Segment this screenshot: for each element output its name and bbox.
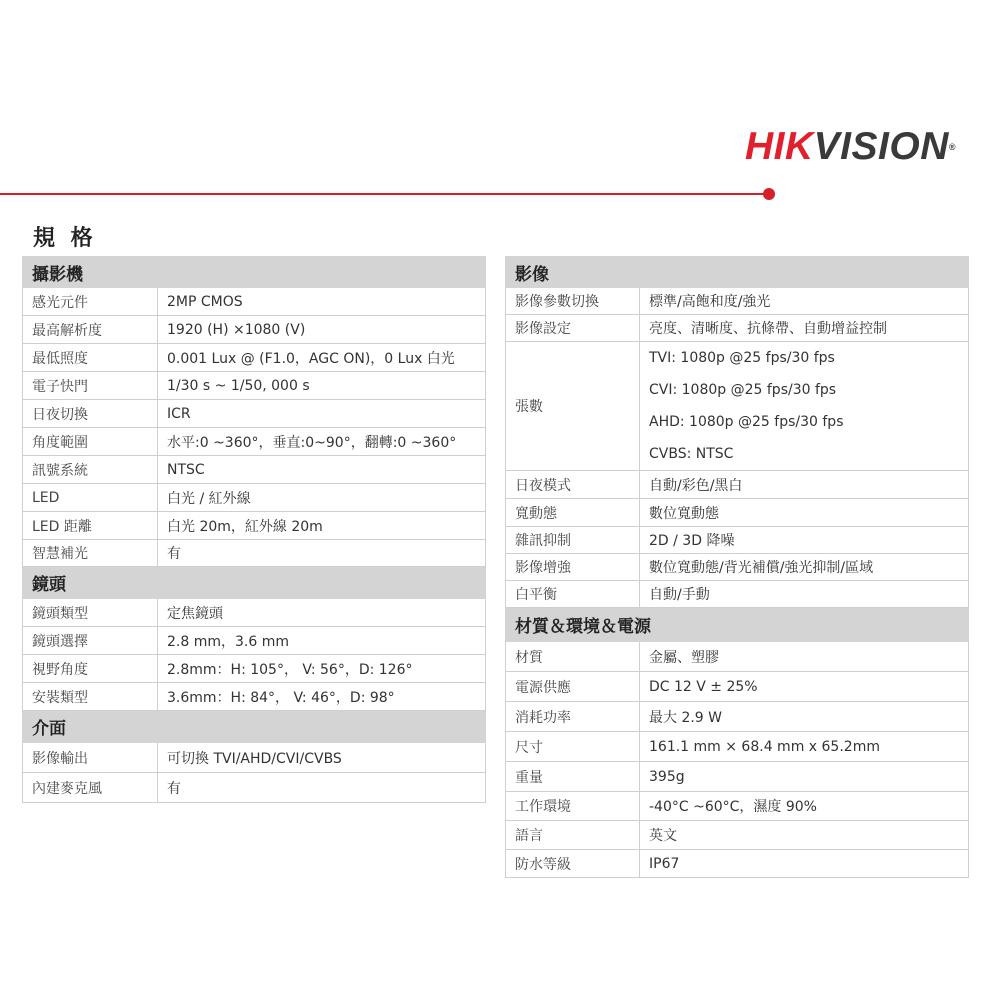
spec-row <box>23 372 486 400</box>
spec-row <box>506 288 969 315</box>
spec-value: ICR <box>158 400 486 428</box>
spec-row <box>506 821 969 850</box>
spec-label: 最高解析度 <box>23 316 158 344</box>
spec-value-list <box>640 342 969 471</box>
spec-label: 雜訊抑制 <box>506 527 640 554</box>
spec-row <box>23 683 486 711</box>
hikvision-logo <box>745 125 956 169</box>
spec-label: 日夜切換 <box>23 400 158 428</box>
spec-table-left <box>22 256 486 803</box>
spec-label: 視野角度 <box>23 655 158 683</box>
spec-row <box>506 672 969 702</box>
spec-row <box>506 642 969 672</box>
spec-label: LED <box>23 484 158 512</box>
section-title: 攝影機 <box>23 257 486 288</box>
spec-value: 數位寬動態 <box>640 499 969 527</box>
spec-row <box>23 344 486 372</box>
page-title: 規 格 <box>33 226 97 251</box>
spec-row <box>506 762 969 792</box>
spec-row <box>23 540 486 567</box>
spec-value: 1/30 s ~ 1/50, 000 s <box>158 372 486 400</box>
spec-row <box>506 527 969 554</box>
registered-mark: ® <box>948 142 957 152</box>
section-title: 影像 <box>506 257 969 288</box>
param-value: CVBS: NTSC <box>649 446 734 462</box>
section-title: 材質＆環境＆電源 <box>506 608 969 642</box>
spec-label: 影像增強 <box>506 554 640 581</box>
spec-value: 1920 (H) ×1080 (V) <box>158 316 486 344</box>
spec-row <box>23 512 486 540</box>
spec-value: IP67 <box>640 850 969 878</box>
spec-label: 最低照度 <box>23 344 158 372</box>
spec-label: 消耗功率 <box>506 702 640 732</box>
spec-row <box>506 702 969 732</box>
spec-label: 重量 <box>506 762 640 792</box>
spec-row <box>506 471 969 499</box>
spec-value: 自動/彩色/黑白 <box>640 471 969 499</box>
spec-value: 白光 / 紅外線 <box>158 484 486 512</box>
section-header-interface <box>23 711 486 743</box>
spec-value: 有 <box>158 773 486 803</box>
spec-label: 材質 <box>506 642 640 672</box>
spec-value: 英文 <box>640 821 969 850</box>
spec-value: 標準/高飽和度/強光 <box>640 288 969 315</box>
param-value: AHD: 1080p @25 fps/30 fps <box>649 414 844 430</box>
spec-value: 數位寬動態/背光補償/強光抑制/區域 <box>640 554 969 581</box>
logo-text-part2: VISION <box>813 125 949 168</box>
spec-label: 語言 <box>506 821 640 850</box>
spec-row <box>23 456 486 484</box>
spec-label: 訊號系統 <box>23 456 158 484</box>
spec-row <box>23 288 486 316</box>
logo-text-part1: HIK <box>745 125 814 168</box>
spec-label: LED 距離 <box>23 512 158 540</box>
spec-value: 2MP CMOS <box>158 288 486 316</box>
spec-value: 水平:0 ~360°，垂直:0~90°，翻轉:0 ~360° <box>158 428 486 456</box>
section-title: 鏡頭 <box>23 567 486 599</box>
spec-label: 感光元件 <box>23 288 158 316</box>
spec-value: 2.8 mm，3.6 mm <box>158 627 486 655</box>
spec-label: 鏡頭類型 <box>23 599 158 627</box>
spec-row <box>23 484 486 512</box>
spec-row <box>506 499 969 527</box>
spec-value: 2D / 3D 降噪 <box>640 527 969 554</box>
spec-label: 寬動態 <box>506 499 640 527</box>
section-header-lens <box>23 567 486 599</box>
spec-row <box>23 743 486 773</box>
spec-value: 金屬、塑膠 <box>640 642 969 672</box>
spec-label: 尺寸 <box>506 732 640 762</box>
spec-row <box>506 792 969 821</box>
spec-label: 內建麥克風 <box>23 773 158 803</box>
spec-value: 2.8mm：H: 105°， V: 56°，D: 126° <box>158 655 486 683</box>
spec-value: 395g <box>640 762 969 792</box>
spec-value: 0.001 Lux @ (F1.0，AGC ON)，0 Lux 白光 <box>158 344 486 372</box>
spec-value: 可切換 TVI/AHD/CVI/CVBS <box>158 743 486 773</box>
header-divider-line <box>0 193 765 195</box>
spec-value: 自動/手動 <box>640 581 969 608</box>
param-value: TVI: 1080p @25 fps/30 fps <box>649 350 835 366</box>
spec-label: 影像設定 <box>506 315 640 342</box>
spec-value: 定焦鏡頭 <box>158 599 486 627</box>
spec-value: 最大 2.9 W <box>640 702 969 732</box>
section-header-image <box>506 257 969 288</box>
spec-row <box>506 850 969 878</box>
spec-label: 影像參數切換 <box>506 288 640 315</box>
spec-row <box>506 315 969 342</box>
spec-label: 角度範圍 <box>23 428 158 456</box>
spec-value: 有 <box>158 540 486 567</box>
spec-label: 工作環境 <box>506 792 640 821</box>
spec-value: 161.1 mm × 68.4 mm x 65.2mm <box>640 732 969 762</box>
spec-label: 影像輸出 <box>23 743 158 773</box>
spec-label: 電源供應 <box>506 672 640 702</box>
spec-row <box>23 655 486 683</box>
section-header-material <box>506 608 969 642</box>
spec-label: 安裝類型 <box>23 683 158 711</box>
spec-row <box>23 773 486 803</box>
spec-table-right <box>505 256 969 878</box>
spec-row <box>23 400 486 428</box>
param-value: CVI: 1080p @25 fps/30 fps <box>649 382 837 398</box>
spec-label: 智慧補光 <box>23 540 158 567</box>
spec-label: 張數 <box>506 342 640 471</box>
section-header-camera <box>23 257 486 288</box>
spec-label: 白平衡 <box>506 581 640 608</box>
spec-row <box>23 627 486 655</box>
section-title: 介面 <box>23 711 486 743</box>
spec-value: 3.6mm：H: 84°， V: 46°，D: 98° <box>158 683 486 711</box>
spec-label: 防水等級 <box>506 850 640 878</box>
spec-value: -40°C ~60°C，濕度 90% <box>640 792 969 821</box>
spec-row <box>506 581 969 608</box>
spec-row <box>506 554 969 581</box>
spec-label: 日夜模式 <box>506 471 640 499</box>
spec-row <box>23 316 486 344</box>
spec-row <box>23 428 486 456</box>
spec-label: 電子快門 <box>23 372 158 400</box>
spec-value: 白光 20m，紅外線 20m <box>158 512 486 540</box>
spec-label: 鏡頭選擇 <box>23 627 158 655</box>
spec-value: 亮度、清晰度、抗條帶、自動增益控制 <box>640 315 969 342</box>
spec-value: DC 12 V ± 25% <box>640 672 969 702</box>
spec-row <box>506 732 969 762</box>
spec-row <box>23 599 486 627</box>
spec-value: NTSC <box>158 456 486 484</box>
spec-row-params <box>506 342 969 471</box>
header-divider-dot <box>763 188 775 200</box>
